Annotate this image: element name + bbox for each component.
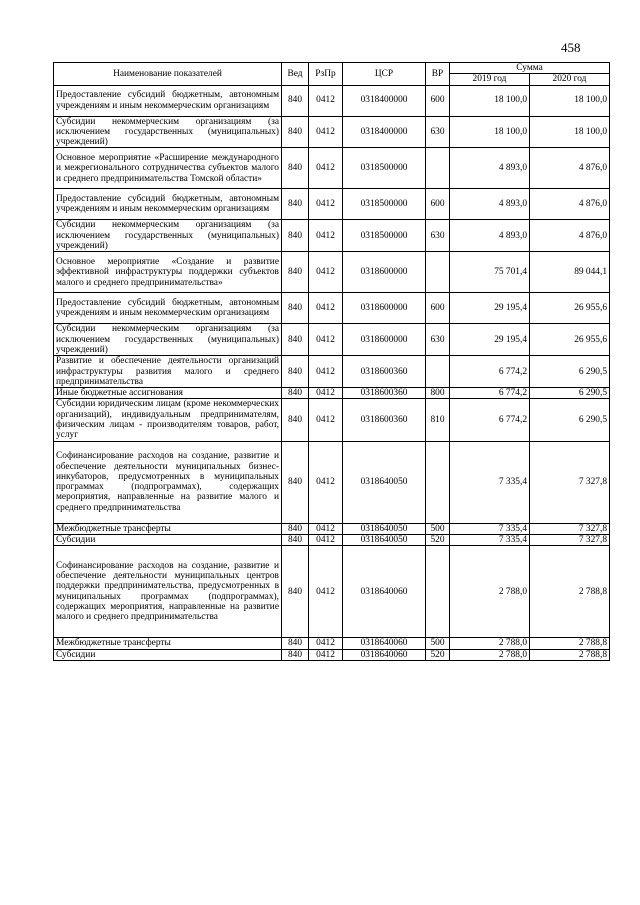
cell-vr: 600 (426, 293, 450, 324)
cell-y2020: 26 955,6 (530, 293, 610, 324)
table-row (54, 220, 610, 252)
page-number: 458 (561, 40, 581, 55)
cell-rzpr: 0412 (309, 388, 343, 399)
table-row (54, 293, 610, 324)
header-csr: ЦСР (343, 63, 426, 86)
cell-ved: 840 (282, 148, 309, 189)
cell-y2020: 7 327,8 (530, 523, 610, 534)
cell-y2019: 29 195,4 (450, 324, 530, 356)
cell-vr: 600 (426, 189, 450, 220)
cell-ved: 840 (282, 534, 309, 545)
cell-y2020: 4 876,0 (530, 220, 610, 252)
header-rzpr: РзПр (309, 63, 343, 86)
cell-y2020: 2 788,8 (530, 638, 610, 649)
cell-csr: 0318640060 (343, 649, 426, 660)
cell-y2020: 2 788,8 (530, 649, 610, 660)
cell-name: Субсидии некоммерческим организациям (за исключением государственных (муниципальных) учреждений) (54, 220, 282, 252)
cell-ved: 840 (282, 252, 309, 293)
cell-y2020: 6 290,5 (530, 356, 610, 388)
cell-name: Иные бюджетные ассигнования (54, 388, 282, 399)
cell-y2019: 7 335,4 (450, 523, 530, 534)
table-row (54, 324, 610, 356)
cell-name: Субсидии некоммерческим организациям (за исключением государственных (муниципальных) учреждений) (54, 324, 282, 356)
cell-name: Софинансирование расходов на создание, развитие и обеспечение деятельности муниципальных бизнес-инкубаторов, предусмотренных в муниципальных программах (подпрограммах), содержащих мероприятия, направленные на развитие малого и среднего предпринимательства (54, 441, 282, 523)
cell-y2019: 6 774,2 (450, 399, 530, 441)
cell-ved: 840 (282, 638, 309, 649)
cell-ved: 840 (282, 441, 309, 523)
cell-csr: 0318400000 (343, 85, 426, 116)
cell-csr: 0318500000 (343, 220, 426, 252)
cell-vr: 810 (426, 399, 450, 441)
cell-rzpr: 0412 (309, 324, 343, 356)
header-year-2020: 2020 год (530, 74, 610, 85)
header-name: Наименование показателей (54, 63, 282, 86)
cell-name: Субсидии (54, 534, 282, 545)
cell-y2019: 2 788,0 (450, 638, 530, 649)
cell-vr: 630 (426, 116, 450, 148)
cell-y2019: 18 100,0 (450, 116, 530, 148)
cell-rzpr: 0412 (309, 252, 343, 293)
cell-name: Межбюджетные трансферты (54, 638, 282, 649)
cell-vr: 630 (426, 324, 450, 356)
cell-vr: 630 (426, 220, 450, 252)
cell-ved: 840 (282, 116, 309, 148)
header-vr: ВР (426, 63, 450, 86)
cell-rzpr: 0412 (309, 148, 343, 189)
table-row (54, 85, 610, 116)
cell-name: Предоставление субсидий бюджетным, автономным учреждениям и иным некоммерческим организациям (54, 293, 282, 324)
cell-ved: 840 (282, 388, 309, 399)
cell-y2019: 2 788,0 (450, 649, 530, 660)
cell-ved: 840 (282, 399, 309, 441)
cell-y2019: 4 893,0 (450, 220, 530, 252)
table-row (54, 148, 610, 189)
cell-vr: 500 (426, 523, 450, 534)
cell-vr (426, 252, 450, 293)
cell-csr: 0318640060 (343, 638, 426, 649)
cell-y2019: 18 100,0 (450, 85, 530, 116)
cell-y2020: 4 876,0 (530, 189, 610, 220)
cell-y2020: 7 327,8 (530, 534, 610, 545)
cell-y2020: 7 327,8 (530, 441, 610, 523)
cell-ved: 840 (282, 85, 309, 116)
table-row (54, 649, 610, 660)
cell-rzpr: 0412 (309, 85, 343, 116)
cell-ved: 840 (282, 356, 309, 388)
cell-vr: 520 (426, 649, 450, 660)
budget-table (53, 62, 610, 661)
cell-y2020: 2 788,8 (530, 546, 610, 638)
cell-csr: 0318600360 (343, 356, 426, 388)
cell-vr (426, 441, 450, 523)
cell-y2020: 26 955,6 (530, 324, 610, 356)
cell-ved: 840 (282, 293, 309, 324)
cell-y2019: 7 335,4 (450, 441, 530, 523)
cell-name: Предоставление субсидий бюджетным, автономным учреждениям и иным некоммерческим организациям (54, 189, 282, 220)
cell-y2019: 6 774,2 (450, 356, 530, 388)
cell-y2019: 2 788,0 (450, 546, 530, 638)
table-body (54, 85, 610, 660)
cell-y2019: 6 774,2 (450, 388, 530, 399)
cell-rzpr: 0412 (309, 638, 343, 649)
cell-y2019: 29 195,4 (450, 293, 530, 324)
cell-ved: 840 (282, 189, 309, 220)
cell-vr (426, 546, 450, 638)
cell-rzpr: 0412 (309, 116, 343, 148)
cell-csr: 0318640050 (343, 441, 426, 523)
cell-csr: 0318600000 (343, 324, 426, 356)
cell-rzpr: 0412 (309, 523, 343, 534)
cell-csr: 0318600000 (343, 293, 426, 324)
cell-csr: 0318640050 (343, 534, 426, 545)
cell-y2019: 4 893,0 (450, 148, 530, 189)
cell-y2020: 18 100,0 (530, 85, 610, 116)
cell-csr: 0318500000 (343, 148, 426, 189)
cell-y2020: 4 876,0 (530, 148, 610, 189)
table-row (54, 638, 610, 649)
cell-ved: 840 (282, 523, 309, 534)
cell-name: Межбюджетные трансферты (54, 523, 282, 534)
cell-csr: 0318600000 (343, 252, 426, 293)
cell-y2020: 6 290,5 (530, 399, 610, 441)
cell-ved: 840 (282, 324, 309, 356)
cell-name: Софинансирование расходов на создание, развитие и обеспечение деятельности муниципальных центров поддержки предпринимательства, предусмотренных в муниципальных программах (подпрограммах), содержащих мероприятия, направленные на развитие малого и среднего предпринимательства (54, 546, 282, 638)
cell-name: Предоставление субсидий бюджетным, автономным учреждениям и иным некоммерческим организациям (54, 85, 282, 116)
cell-rzpr: 0412 (309, 356, 343, 388)
cell-name: Основное мероприятие «Создание и развитие эффективной инфраструктуры поддержки субъектов малого и среднего предпринимательства» (54, 252, 282, 293)
table-row (54, 189, 610, 220)
table-header (54, 63, 610, 86)
table-row (54, 399, 610, 441)
cell-vr: 800 (426, 388, 450, 399)
cell-vr: 520 (426, 534, 450, 545)
cell-ved: 840 (282, 220, 309, 252)
cell-y2020: 18 100,0 (530, 116, 610, 148)
cell-vr (426, 148, 450, 189)
table-row (54, 523, 610, 534)
cell-rzpr: 0412 (309, 534, 343, 545)
cell-y2019: 75 701,4 (450, 252, 530, 293)
table-row (54, 252, 610, 293)
cell-vr (426, 356, 450, 388)
cell-ved: 840 (282, 649, 309, 660)
cell-csr: 0318640050 (343, 523, 426, 534)
cell-name: Субсидии (54, 649, 282, 660)
table-row (54, 116, 610, 148)
table-row (54, 388, 610, 399)
cell-rzpr: 0412 (309, 649, 343, 660)
cell-rzpr: 0412 (309, 546, 343, 638)
table-row (54, 546, 610, 638)
header-sum: Сумма (450, 63, 610, 74)
cell-rzpr: 0412 (309, 189, 343, 220)
cell-csr: 0318500000 (343, 189, 426, 220)
header-ved: Вед (282, 63, 309, 86)
cell-rzpr: 0412 (309, 399, 343, 441)
table-row (54, 356, 610, 388)
cell-y2020: 6 290,5 (530, 388, 610, 399)
cell-y2020: 89 044,1 (530, 252, 610, 293)
cell-rzpr: 0412 (309, 441, 343, 523)
cell-rzpr: 0412 (309, 293, 343, 324)
cell-name: Субсидии юридическим лицам (кроме некоммерческих организаций), индивидуальным предпринимателям, физическим лицам - производителям товаров, работ, услуг (54, 399, 282, 441)
cell-name: Субсидии некоммерческим организациям (за исключением государственных (муниципальных) учреждений) (54, 116, 282, 148)
cell-ved: 840 (282, 546, 309, 638)
cell-csr: 0318600360 (343, 399, 426, 441)
cell-y2019: 4 893,0 (450, 189, 530, 220)
cell-name: Развитие и обеспечение деятельности организаций инфраструктуры развития малого и среднего предпринимательства (54, 356, 282, 388)
cell-vr: 500 (426, 638, 450, 649)
cell-csr: 0318400000 (343, 116, 426, 148)
table-row (54, 441, 610, 523)
cell-y2019: 7 335,4 (450, 534, 530, 545)
cell-vr: 600 (426, 85, 450, 116)
header-year-2019: 2019 год (450, 74, 530, 85)
cell-csr: 0318640060 (343, 546, 426, 638)
cell-rzpr: 0412 (309, 220, 343, 252)
cell-csr: 0318600360 (343, 388, 426, 399)
cell-name: Основное мероприятие «Расширение международного и межрегионального сотрудничества субъектов малого и среднего предпринимательства Томской области» (54, 148, 282, 189)
table-row (54, 534, 610, 545)
